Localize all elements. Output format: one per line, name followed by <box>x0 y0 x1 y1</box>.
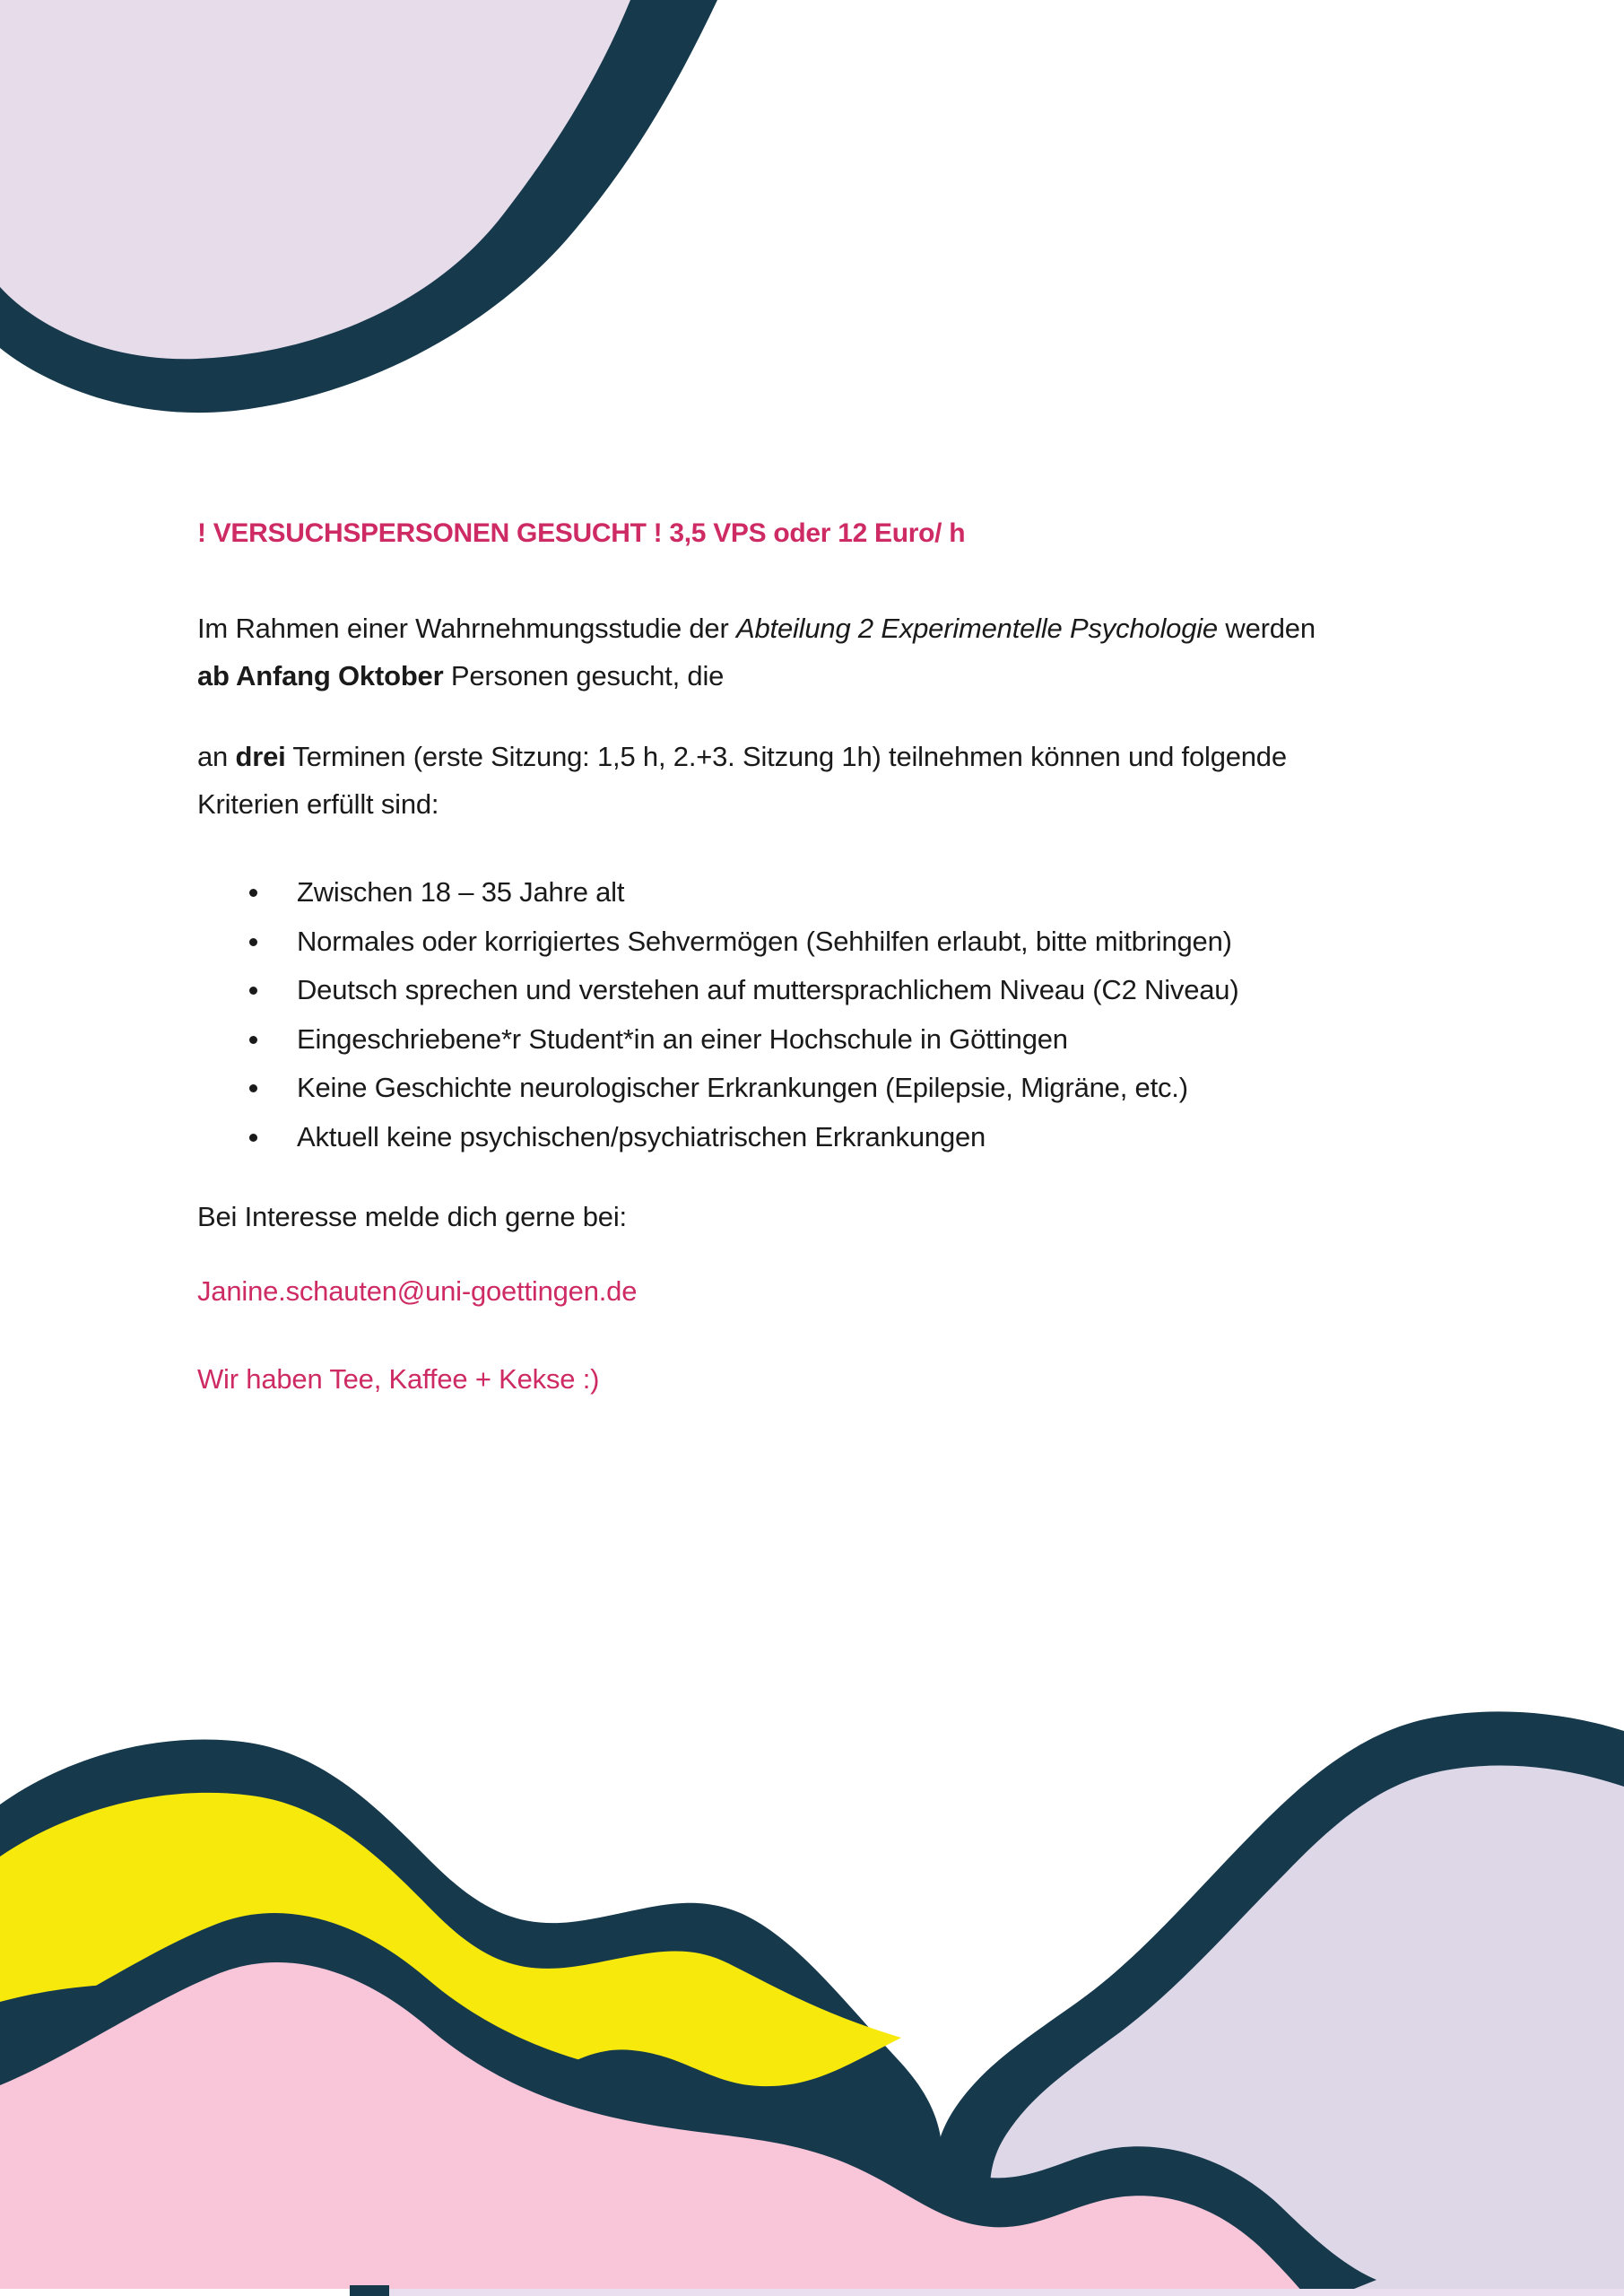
intro-line-1-text: Im Rahmen einer Wahrnehmungsstudie der <box>197 613 737 644</box>
intro-paragraph <box>197 604 1507 700</box>
sessions-line-1-start: an <box>197 741 236 772</box>
list-item: Eingeschriebene*r Student*in an einer Hochschule in Göttingen <box>197 1015 1507 1065</box>
sessions-line-2: Kriterien erfüllt sind: <box>197 788 439 820</box>
sessions-paragraph <box>197 733 1507 828</box>
contact-email-line <box>197 1267 1507 1315</box>
start-date-emphasis: ab Anfang Oktober <box>197 660 444 691</box>
department-name: Abteilung 2 Experimentelle Psychologie <box>736 613 1218 644</box>
page-bottom-strip-light <box>389 2289 1624 2296</box>
intro-line-2-text: Personen gesucht, die <box>443 660 725 691</box>
closing-line: Wir haben Tee, Kaffee + Kekse :) <box>197 1363 600 1395</box>
page-bottom-navy-mark <box>350 2285 389 2296</box>
list-item: Zwischen 18 – 35 Jahre alt <box>197 868 1507 918</box>
session-count-emphasis: drei <box>235 741 286 772</box>
top-wave-decoration <box>0 0 1624 422</box>
intro-line-1 <box>197 604 1507 652</box>
intro-line-1-end: werden <box>1217 613 1316 644</box>
email-link[interactable]: Janine.schauten@uni-goettingen.de <box>197 1275 638 1307</box>
list-item: Normales oder korrigiertes Sehvermögen (Sehhilfen erlaubt, bitte mitbringen) <box>197 918 1507 967</box>
intro-line-2 <box>197 652 1507 700</box>
list-item: Deutsch sprechen und verstehen auf muttersprachlichem Niveau (C2 Niveau) <box>197 966 1507 1015</box>
criteria-list <box>197 868 1507 1161</box>
flyer-headline: ! VERSUCHSPERSONEN GESUCHT ! 3,5 VPS oder 12 Euro/ h <box>197 518 966 548</box>
sessions-line-1-text: Terminen (erste Sitzung: 1,5 h, 2.+3. Sitzung 1h) teilnehmen können und folgende <box>285 741 1287 772</box>
list-item: Keine Geschichte neurologischer Erkrankungen (Epilepsie, Migräne, etc.) <box>197 1064 1507 1113</box>
page-bottom-strip-white <box>0 2289 350 2296</box>
sessions-line-1 <box>197 733 1507 780</box>
list-item: Aktuell keine psychischen/psychiatrischen Erkrankungen <box>197 1113 1507 1162</box>
bottom-wave-decoration <box>0 1704 1624 2296</box>
contact-intro: Bei Interesse melde dich gerne bei: <box>197 1201 627 1232</box>
